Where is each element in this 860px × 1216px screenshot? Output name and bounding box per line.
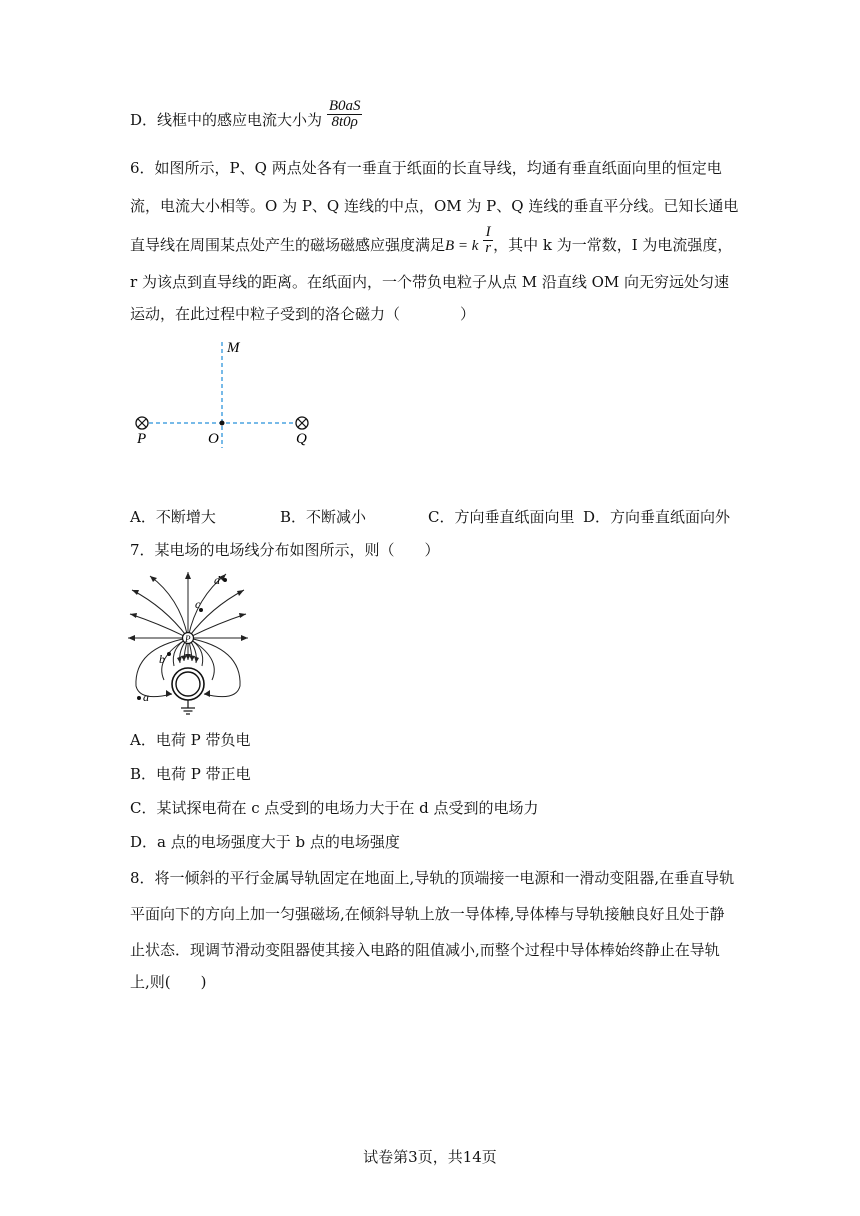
q7-option-d[interactable]: D．a 点的电场强度大于 b 点的电场强度 [130, 833, 400, 851]
q6-label-o: O [208, 431, 219, 447]
q7-conductor-ring [172, 668, 204, 700]
q8-stem-line4: 上,则( ) [130, 973, 207, 991]
q6-wire-q-icon [296, 417, 308, 429]
q6-formula-lhs: B = k [445, 238, 479, 254]
q6-label-m: M [227, 340, 240, 356]
q7-option-b[interactable]: B．电荷 P 带正电 [130, 765, 251, 783]
q6-wire-p-icon [136, 417, 148, 429]
q6-option-a[interactable]: A．不断增大 [130, 508, 216, 526]
q6-option-b[interactable]: B．不断减小 [280, 508, 367, 526]
q7-stem: 7．某电场的电场线分布如图所示，则（ ） [130, 541, 440, 559]
q6-option-d[interactable]: D．方向垂直纸面向外 [583, 508, 731, 526]
q6-formula-numerator: I [483, 225, 493, 241]
q6-stem-line1: 6．如图所示，P、Q 两点处各有一垂直于纸面的长直导线，均通有垂直纸面向里的恒定电 [130, 159, 722, 177]
q6-line3-text-b: ，其中 k 为一常数，I 为电流强度， [493, 236, 733, 254]
q6-stem-line5: 运动，在此过程中粒子受到的洛仑磁力（ ） [130, 305, 476, 323]
q8-stem-line2: 平面向下的方向上加一匀强磁场,在倾斜导轨上放一导体棒,导体棒与导轨接触良好且处于静 [130, 905, 725, 923]
q6-formula-fraction [483, 225, 493, 256]
q7-label-a: a [143, 690, 149, 704]
q7-label-p: P [185, 634, 191, 644]
q5-current-fraction [327, 99, 363, 130]
q7-label-c: c [195, 597, 201, 611]
q5-option-d-text: D．线框中的感应电流大小为 [130, 111, 323, 129]
q5-option-d [130, 97, 362, 130]
q6-line3-text: 直导线在周围某点处产生的磁场磁感应强度满足 [130, 236, 446, 254]
q7-label-d: d [214, 573, 220, 587]
q6-stem-line2: 流，电流大小相等。O 为 P、Q 连线的中点，OM 为 P、Q 连线的垂直平分线。已知长通电 [130, 197, 739, 215]
q6-label-p: P [137, 431, 147, 447]
q6-stem-line4: r 为该点到直导线的距离。在纸面内，一个带负电粒子从点 M 沿直线 OM 向无穷远处匀速 [130, 273, 730, 291]
q7-option-c[interactable]: C．某试探电荷在 c 点受到的电场力大于在 d 点受到的电场力 [130, 799, 539, 817]
q7-label-b: b [159, 652, 165, 666]
q7-ground-icon [181, 700, 195, 714]
page-footer: 试卷第3页，共14页 [363, 1148, 497, 1166]
q5-frac-numerator: B0aS [328, 97, 361, 114]
q6-figure [128, 336, 328, 456]
q6-formula-denominator: r [485, 239, 492, 256]
q6-option-c[interactable]: C．方向垂直纸面向里 [428, 508, 575, 526]
q6-label-q: Q [296, 431, 307, 447]
q7-figure [126, 568, 250, 718]
q5-frac-denominator: 8t0ρ [331, 113, 358, 130]
q8-stem-line1: 8．将一倾斜的平行金属导轨固定在地面上,导轨的顶端接一电源和一滑动变阻器,在垂直导轨 [130, 869, 735, 887]
q6-point-o [220, 421, 225, 426]
q7-option-a[interactable]: A．电荷 P 带负电 [130, 731, 251, 749]
q6-stem-line3 [130, 223, 733, 256]
q8-stem-line3: 止状态．现调节滑动变阻器使其接入电路的阻值减小,而整个过程中导体棒始终静止在导轨 [130, 941, 720, 959]
